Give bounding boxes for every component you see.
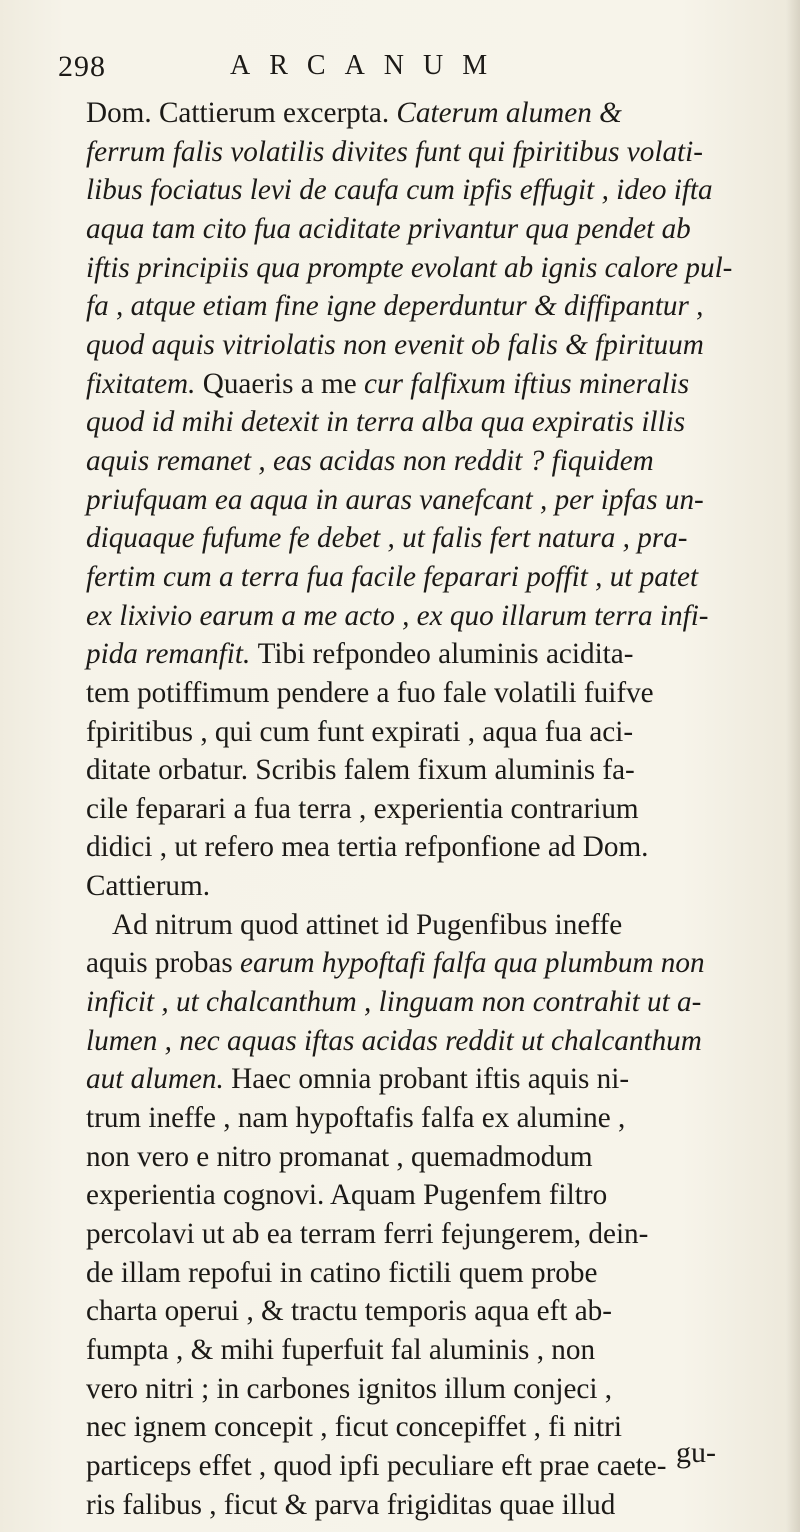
italic-segment: quod id mihi detexit in terra alba qua expiratis illis (86, 406, 686, 439)
italic-segment: aqua tam cito fua aciditate privantur qua pendet ab (86, 212, 691, 245)
roman-segment: cile feparari a fua terra , experientia contrarium (86, 792, 639, 825)
text-line (86, 1138, 766, 1177)
roman-segment: Dom. Cattierum excerpta. (86, 97, 397, 129)
text-line (86, 1060, 766, 1099)
text-line (86, 790, 766, 829)
roman-segment: nec ignem concepit , ficut concepiffet , fi nitri (86, 1411, 622, 1444)
italic-segment: fa , atque etiam fine igne deperduntur & diffipantur , (86, 290, 704, 323)
roman-segment: experientia cognovi. Aquam Pugenfem filtro (86, 1179, 608, 1212)
text-line (86, 1254, 766, 1293)
text-line (86, 1331, 766, 1370)
italic-segment: quod aquis vitriolatis non evenit ob falis & fpirituum (86, 328, 704, 361)
roman-segment: de illam repofui in catino fictili quem probe (86, 1256, 598, 1289)
text-line (86, 558, 766, 597)
roman-segment: fpiritibus , qui cum funt expirati , aqua fua aci- (86, 715, 634, 748)
roman-segment: non vero e nitro promanat , quemadmodum (86, 1140, 593, 1173)
text-line (86, 1099, 766, 1138)
italic-segment: inficit , ut chalcanthum , linguam non contrahit ut a- (86, 986, 702, 1019)
text-line (86, 326, 766, 365)
text-line (86, 519, 766, 558)
roman-segment: Tibi refpondeo aluminis acidita- (257, 638, 634, 671)
roman-segment: ris falibus , ficut & parva frigiditas quae illud (86, 1488, 616, 1521)
italic-segment: fixitatem. (86, 367, 203, 400)
text-line (86, 1022, 766, 1061)
text-line (86, 1408, 766, 1447)
text-line (86, 365, 766, 404)
text-line (86, 287, 766, 326)
text-line (86, 403, 766, 442)
roman-segment: trum ineffe , nam hypoftafis falfa ex alumine , (86, 1102, 626, 1135)
body-text (86, 94, 766, 1524)
italic-segment: cur falfixum iftius mineralis (364, 367, 690, 400)
text-line (86, 94, 766, 133)
italic-segment: aquis remanet , eas acidas non reddit ? fiquidem (86, 444, 654, 477)
roman-segment: fumpta , & mihi fuperfuit fal aluminis , non (86, 1334, 596, 1366)
text-line (86, 481, 766, 520)
text-line (86, 1176, 766, 1215)
roman-segment: percolavi ut ab ea terram ferri fejungerem, dein- (86, 1218, 649, 1251)
text-line (86, 210, 766, 249)
roman-segment: Cattierum. (86, 870, 211, 903)
page-edge-shadow (786, 0, 800, 1532)
italic-segment: ex lixivio earum a me acto , ex quo illarum terra infi- (86, 599, 709, 632)
text-line (86, 1292, 766, 1331)
roman-segment: Quaeris a me (202, 367, 365, 400)
text-line (86, 1486, 766, 1525)
text-line (86, 867, 766, 906)
text-line (86, 983, 766, 1022)
text-line (86, 713, 766, 752)
text-line (86, 133, 766, 172)
text-line (86, 944, 766, 983)
italic-segment: libus fociatus levi de caufa cum ipfis effugit , ideo ifta (86, 174, 713, 207)
roman-segment: vero nitri ; in carbones ignitos illum conjeci , (86, 1372, 613, 1405)
italic-segment: lumen , nec aquas iftas acidas reddit ut chalcanthum (86, 1024, 702, 1057)
text-line (86, 171, 766, 210)
text-line (86, 635, 766, 674)
page-number: 298 (58, 50, 106, 83)
text-line (86, 1370, 766, 1409)
roman-segment: Haec omnia probant iftis aquis ni- (231, 1063, 630, 1096)
text-line (86, 751, 766, 790)
roman-segment: charta operui , & tractu temporis aqua eft ab- (86, 1295, 612, 1328)
roman-segment: Ad nitrum quod attinet id Pugenfibus ineffe (112, 908, 623, 941)
text-line (86, 1215, 766, 1254)
text-line (86, 906, 766, 945)
roman-segment: aquis probas (86, 947, 241, 980)
italic-segment: ferrum falis volatilis divites funt qui fpiritibus volati- (86, 135, 703, 168)
roman-segment: particeps effet , quod ipfi peculiare eft prae caete- (86, 1449, 667, 1482)
running-title: ARCANUM (230, 50, 507, 81)
italic-segment: iftis principiis qua prompte evolant ab ignis calore pul- (86, 251, 733, 284)
italic-segment: earum hypoftafi falfa qua plumbum non (240, 947, 705, 980)
italic-segment: priufquam ea aqua in auras vanefcant , per ipfas un- (86, 483, 704, 516)
italic-segment: Caterum alumen & (396, 97, 622, 129)
text-line (86, 828, 766, 867)
text-line (86, 249, 766, 288)
text-line (86, 442, 766, 481)
roman-segment: ditate orbatur. Scribis falem fixum aluminis fa- (86, 754, 635, 787)
catchword: gu- (676, 1436, 716, 1469)
text-line (86, 597, 766, 636)
roman-segment: didici , ut refero mea tertia refponfione ad Dom. (86, 831, 649, 864)
text-line (86, 674, 766, 713)
italic-segment: pida remanfit. (86, 638, 258, 671)
italic-segment: aut alumen. (86, 1063, 232, 1096)
roman-segment: tem potiffimum pendere a fuo fale volatili fuifve (86, 676, 654, 709)
italic-segment: diquaque fufume fe debet , ut falis fert natura , pra- (86, 522, 688, 555)
page-header (58, 50, 758, 90)
text-line (86, 1447, 766, 1486)
italic-segment: fertim cum a terra fua facile feparari poffit , ut patet (86, 560, 699, 593)
